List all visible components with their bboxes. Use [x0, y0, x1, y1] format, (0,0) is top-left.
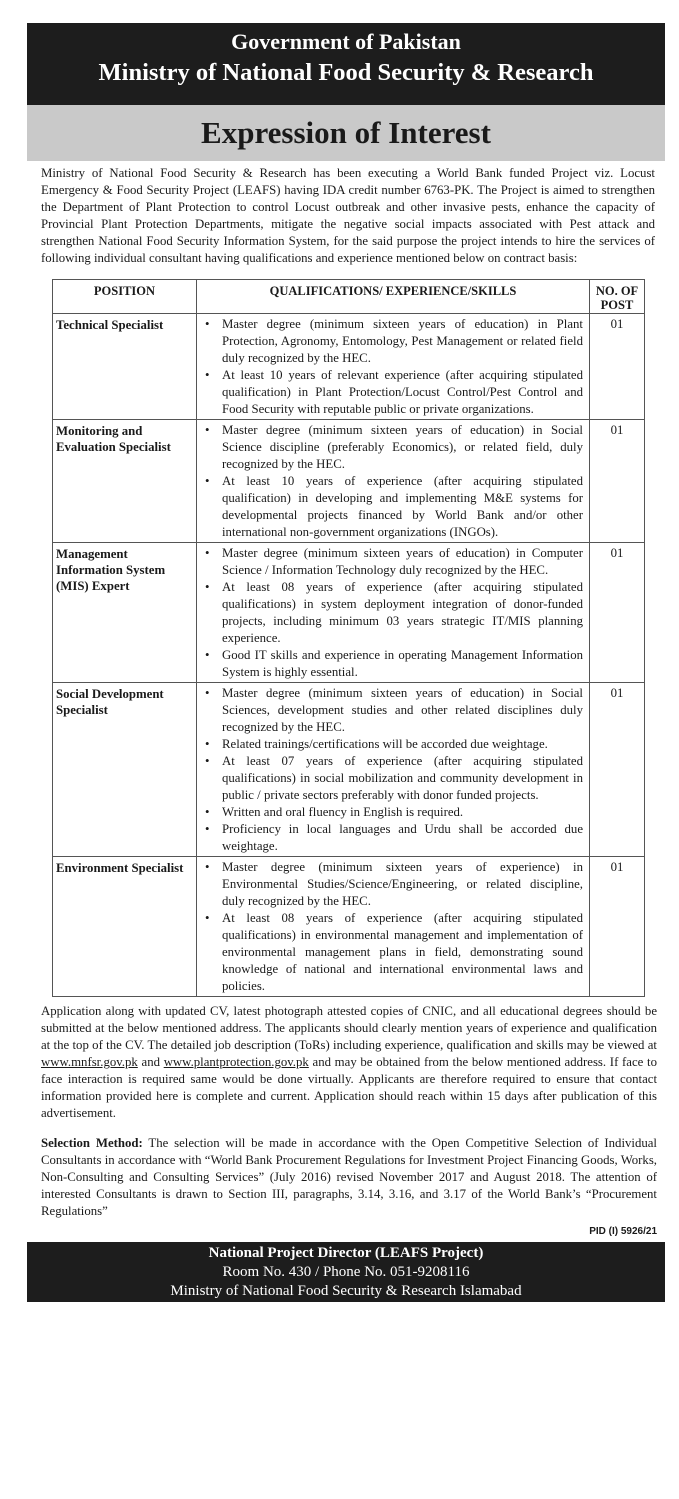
qualification-list	[201, 316, 583, 418]
post-count: 01	[590, 314, 645, 420]
application-text-continued: and may be obtained from the below mentioned address. If face to face interaction is required same would be done virtually. Applicants are therefore required to ensure that contact information provided here is complete and current. Application should reach within 15 days after publication of this advertisement.	[41, 1055, 657, 1120]
expression-of-interest-banner	[27, 105, 665, 161]
qualification-list	[201, 545, 583, 681]
qualifications-cell	[197, 543, 590, 683]
room-phone: Room No. 430 / Phone No. 051-9208116	[222, 1264, 470, 1280]
position-name: Technical Specialist	[53, 314, 197, 420]
qualification-item: • Master degree (minimum sixteen years of education) in Social Sciences, development studies and other related disciplines duly recognized by the HEC.	[201, 685, 583, 736]
position-name: Social Development Specialist	[53, 683, 197, 857]
posts-header: NO. OF POST	[590, 280, 645, 314]
advertisement	[27, 23, 665, 1302]
table-row	[53, 857, 645, 997]
qualification-item: • Master degree (minimum sixteen years of education) in Computer Science / Information Technology duly recognized by the HEC.	[201, 545, 583, 579]
positions-table	[52, 279, 645, 997]
intro-paragraph: Ministry of National Food Security & Research has been executing a World Bank funded Project viz. Locust Emergency & Food Security Project (LEAFS) having IDA credit number 6763-PK. The Project is aimed to strengthen the Department of Plant Protection to control Locust outbreak and other invasive pests, enhance the capacity of Provincial Plant Protection Departments, mitigate the negative social impacts associated with Pest attack and strengthen National Food Security Information System, for the said purpose the project intends to hire the services of following individual consultant having qualifications and experience mentioned below on contract basis:	[41, 166, 655, 265]
government-title: Government of Pakistan	[231, 29, 461, 54]
qualification-item: • At least 07 years of experience (after acquiring stipulated qualifications) in social mobilization and community development in public / private sectors preferably with donor funded projects.	[201, 753, 583, 804]
qualification-list	[201, 422, 583, 541]
position-name: Environment Specialist	[53, 857, 197, 997]
table-row	[53, 420, 645, 543]
qualification-item: • Related trainings/certifications will be accorded due weightage.	[201, 736, 583, 753]
position-name: Management Information System (MIS) Expert	[53, 543, 197, 683]
qualifications-cell	[197, 314, 590, 420]
table-header-row	[53, 280, 645, 314]
table-row	[53, 314, 645, 420]
qualification-item: • At least 08 years of experience (after acquiring stipulated qualifications) in system deployment integration of donor-funded projects, including minimum 03 years strategic IT/MIS planning experience.	[201, 579, 583, 647]
application-text: Application along with updated CV, latest photograph attested copies of CNIC, and all educational degrees should be submitted at the below mentioned address. The applicants should clearly mention years of experience and qualification at the top of the CV. The detailed job description (ToRs) including experience, qualification and skills may be viewed at	[41, 1004, 657, 1052]
banner-title: Expression of Interest	[201, 115, 491, 150]
qualifications-cell	[197, 683, 590, 857]
position-header: POSITION	[53, 280, 197, 314]
selection-method-text: The selection will be made in accordance with the Open Competitive Selection of Individual Consultants in accordance with “World Bank Procurement Regulations for Investment Project Financing Goods, Works, Non-Consulting and Consulting Services” (July 2016) revised November 2017 and August 2018. The attention of interested Consultants is drawn to Section III, paragraphs, 3.14, 3.16, and 3.17 of the World Bank’s “Procurement Regulations”	[41, 1136, 657, 1218]
qualification-item: • Proficiency in local languages and Urdu shall be accorded due weightage.	[201, 821, 583, 855]
application-paragraph	[41, 1003, 657, 1122]
qualification-item: • Master degree (minimum sixteen years of education) in Plant Protection, Agronomy, Entomology, Pest Management or related field duly recognized by the HEC.	[201, 316, 583, 367]
pid-number: PID (I) 5926/21	[589, 1226, 657, 1237]
post-count: 01	[590, 420, 645, 543]
footer-band	[27, 1242, 665, 1302]
position-name: Monitoring and Evaluation Specialist	[53, 420, 197, 543]
qualification-item: • At least 10 years of experience (after acquiring stipulated qualification) in developing and implementing M&E systems for developmental projects financed by World Bank and/or other international non-government organizations (INGOs).	[201, 473, 583, 541]
table-row	[53, 543, 645, 683]
qualification-list	[201, 859, 583, 995]
qualification-item: • Good IT skills and experience in operating Management Information System is highly essential.	[201, 647, 583, 681]
header-band	[27, 23, 665, 105]
selection-method-paragraph	[41, 1135, 657, 1220]
qualification-item: • Master degree (minimum sixteen years of experience) in Environmental Studies/Science/Engineering, or related discipline, duly recognized by the HEC.	[201, 859, 583, 910]
qualifications-header: QUALIFICATIONS/ EXPERIENCE/SKILLS	[197, 280, 590, 314]
post-count: 01	[590, 543, 645, 683]
mnfsr-link[interactable]: www.mnfsr.gov.pk	[41, 1055, 138, 1069]
qualification-item: • Master degree (minimum sixteen years of education) in Social Science discipline (preferably Economics), or related field, duly recognized by the HEC.	[201, 422, 583, 473]
application-and: and	[137, 1055, 164, 1069]
qualifications-cell	[197, 420, 590, 543]
plantprotection-link[interactable]: www.plantprotection.gov.pk	[163, 1055, 309, 1069]
selection-method-label: Selection Method:	[41, 1136, 143, 1150]
qualification-item: • Written and oral fluency in English is required.	[201, 804, 583, 821]
ministry-title: Ministry of National Food Security & Research	[98, 59, 594, 86]
qualification-item: • At least 08 years of experience (after acquiring stipulated qualifications) in environmental management and implementation of environmental management plans in field, demonstrating sound knowledge of national and international environmental laws and policies.	[201, 910, 583, 995]
table-row	[53, 683, 645, 857]
project-director: National Project Director (LEAFS Project)	[208, 1245, 484, 1261]
ministry-address: Ministry of National Food Security & Research Islamabad	[170, 1283, 522, 1299]
post-count: 01	[590, 857, 645, 997]
post-count: 01	[590, 683, 645, 857]
qualification-item: • At least 10 years of relevant experience (after acquiring stipulated qualification) in Plant Protection/Locust Control/Pest Control and Food Security with reputable public or private organizations.	[201, 367, 583, 418]
qualifications-cell	[197, 857, 590, 997]
qualification-list	[201, 685, 583, 855]
